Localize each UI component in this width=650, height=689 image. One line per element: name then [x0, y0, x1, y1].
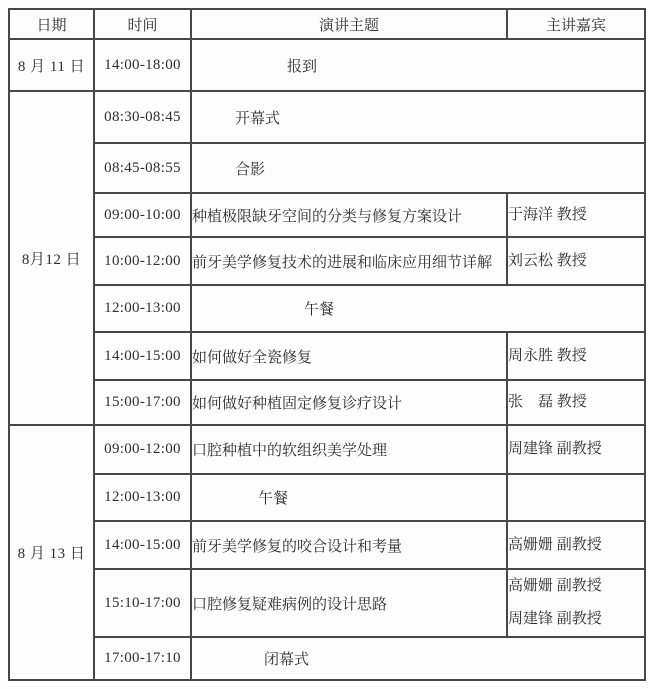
speaker-cell — [507, 569, 645, 637]
time-cell: 14:00-18:00 — [94, 39, 191, 91]
speaker-cell — [507, 237, 645, 285]
table-row — [9, 474, 645, 521]
time-cell: 14:00-15:00 — [94, 521, 191, 569]
speaker-cell — [507, 332, 645, 380]
speaker-cell — [507, 193, 645, 237]
date-cell: 8月12 日 — [9, 91, 94, 425]
table-row — [9, 91, 645, 143]
speaker-name: 高姗姗 副教授 — [508, 578, 602, 594]
time-cell: 12:00-13:00 — [94, 285, 191, 332]
speaker-cell — [507, 425, 645, 474]
topic-cell: 口腔种植中的软组织美学处理 — [191, 425, 507, 474]
time-cell: 15:00-17:00 — [94, 380, 191, 425]
time-cell: 10:00-12:00 — [94, 237, 191, 285]
topic-cell: 如何做好种植固定修复诊疗设计 — [191, 380, 507, 425]
time-cell: 17:00-17:10 — [94, 637, 191, 680]
table-row — [9, 193, 645, 237]
header-date: 日期 — [9, 9, 94, 39]
topic-cell: 午餐 — [191, 474, 507, 521]
header-speaker: 主讲嘉宾 — [507, 9, 645, 39]
topic-cell: 如何做好全瓷修复 — [191, 332, 507, 380]
date-cell: 8 月 13 日 — [9, 425, 94, 680]
time-cell: 15:10-17:00 — [94, 569, 191, 637]
table-row — [9, 285, 645, 332]
speaker-name: 周永胜 教授 — [508, 347, 587, 364]
table-row — [9, 380, 645, 425]
schedule-table — [8, 8, 646, 681]
header-row — [9, 9, 645, 39]
speaker-name: 周建锋 副教授 — [508, 611, 602, 627]
topic-cell: 口腔修复疑难病例的设计思路 — [191, 569, 507, 637]
topic-cell: 前牙美学修复的咬合设计和考量 — [191, 521, 507, 569]
time-cell: 14:00-15:00 — [94, 332, 191, 380]
speaker-name: 张 磊 教授 — [508, 394, 587, 410]
date-cell: 8 月 11 日 — [9, 39, 94, 91]
header-time: 时间 — [94, 9, 191, 39]
time-cell: 09:00-10:00 — [94, 193, 191, 237]
table-row — [9, 425, 645, 474]
table-row — [9, 569, 645, 637]
time-cell: 09:00-12:00 — [94, 425, 191, 474]
table-row — [9, 332, 645, 380]
speaker-cell — [507, 380, 645, 425]
time-cell: 08:30-08:45 — [94, 91, 191, 143]
speaker-name: 高姗姗 副教授 — [508, 536, 602, 553]
time-cell: 08:45-08:55 — [94, 143, 191, 193]
topic-cell: 开幕式 — [191, 91, 645, 143]
topic-cell: 前牙美学修复技术的进展和临床应用细节详解 — [191, 237, 507, 285]
table-row — [9, 143, 645, 193]
speaker-name: 刘云松 教授 — [508, 252, 587, 269]
speaker-name: 于海洋 教授 — [508, 206, 587, 223]
topic-cell: 报到 — [191, 39, 645, 91]
topic-cell: 合影 — [191, 143, 645, 193]
time-cell: 12:00-13:00 — [94, 474, 191, 521]
table-row — [9, 521, 645, 569]
topic-cell: 午餐 — [191, 285, 645, 332]
table-row — [9, 237, 645, 285]
topic-cell: 种植极限缺牙空间的分类与修复方案设计 — [191, 193, 507, 237]
speaker-name: 周建锋 副教授 — [508, 441, 602, 457]
header-topic: 演讲主题 — [191, 9, 507, 39]
speaker-cell — [507, 474, 645, 521]
speaker-cell — [507, 521, 645, 569]
schedule-body — [9, 39, 645, 680]
table-row — [9, 637, 645, 680]
topic-cell: 闭幕式 — [191, 637, 645, 680]
table-row — [9, 39, 645, 91]
